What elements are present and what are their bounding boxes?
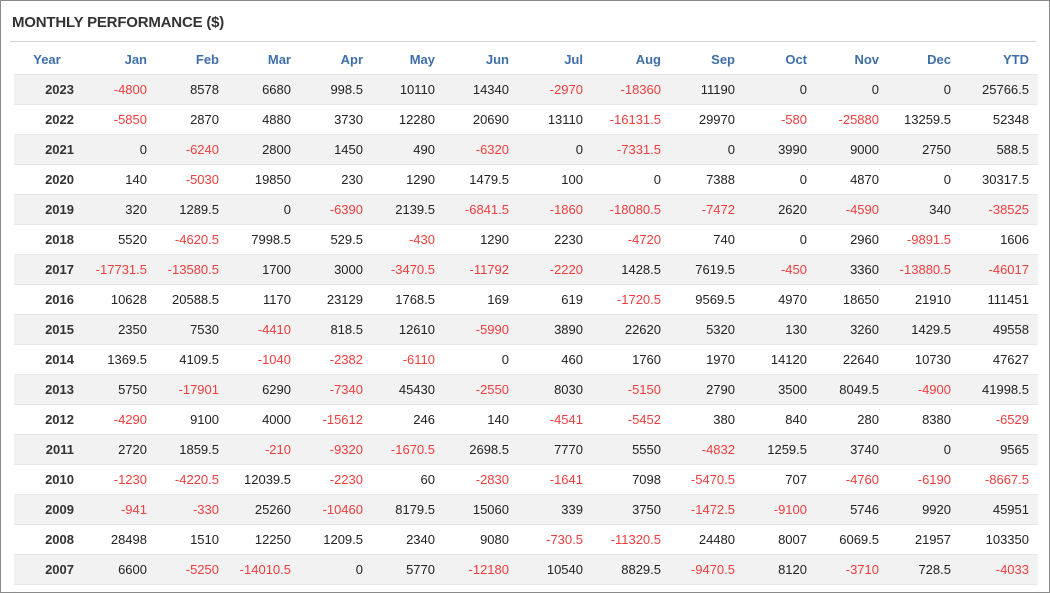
value-cell-feb: 8578 [156,75,228,105]
value-cell-oct: -9100 [744,495,816,525]
value-cell-ytd: 52348 [960,105,1038,135]
value-cell-jul: -730.5 [518,525,592,555]
value-cell-may: 45430 [372,375,444,405]
value-cell-aug: 8829.5 [592,555,670,585]
value-cell-sep: -1472.5 [670,495,744,525]
value-cell-nov: 22640 [816,345,888,375]
column-header-mar: Mar [267,51,291,67]
table-row [14,555,1038,585]
year-cell: 2020 [14,165,80,195]
year-cell: 2016 [14,285,80,315]
value-cell-jul: 0 [518,135,592,165]
value-cell-nov: 6069.5 [816,525,888,555]
value-cell-aug: -7331.5 [592,135,670,165]
value-cell-mar: 12039.5 [228,465,300,495]
value-cell-aug: -1720.5 [592,285,670,315]
table-row [14,465,1038,495]
value-cell-dec: 0 [888,75,960,105]
table-row [14,345,1038,375]
value-cell-apr: -9320 [300,435,372,465]
value-cell-dec: 21910 [888,285,960,315]
value-cell-oct: 2620 [744,195,816,225]
value-cell-oct: -450 [744,255,816,285]
value-cell-sep: -9470.5 [670,555,744,585]
value-cell-dec: 9920 [888,495,960,525]
column-header-aug: Aug [635,51,661,67]
value-cell-jun: -6320 [444,135,518,165]
table-row [14,315,1038,345]
value-cell-apr: 998.5 [300,75,372,105]
value-cell-mar: 6680 [228,75,300,105]
value-cell-mar: 0 [228,195,300,225]
value-cell-oct: 14120 [744,345,816,375]
value-cell-nov: -4760 [816,465,888,495]
value-cell-oct: 840 [744,405,816,435]
value-cell-feb: -5030 [156,165,228,195]
value-cell-mar: 1170 [228,285,300,315]
value-cell-oct: 8007 [744,525,816,555]
value-cell-jan: 10628 [80,285,156,315]
value-cell-may: -430 [372,225,444,255]
value-cell-may: -1670.5 [372,435,444,465]
value-cell-jan: -1230 [80,465,156,495]
value-cell-ytd: 41998.5 [960,375,1038,405]
value-cell-apr: -15612 [300,405,372,435]
value-cell-jan: 0 [80,135,156,165]
value-cell-aug: -11320.5 [592,525,670,555]
value-cell-jul: 619 [518,285,592,315]
value-cell-ytd: -38525 [960,195,1038,225]
value-cell-apr: 3000 [300,255,372,285]
value-cell-may: 2139.5 [372,195,444,225]
value-cell-feb: -17901 [156,375,228,405]
value-cell-oct: 8120 [744,555,816,585]
value-cell-jan: 6600 [80,555,156,585]
value-cell-sep: -5470.5 [670,465,744,495]
value-cell-nov: 0 [816,75,888,105]
value-cell-feb: -6240 [156,135,228,165]
value-cell-jul: 10540 [518,555,592,585]
table-row [14,135,1038,165]
value-cell-jan: -17731.5 [80,255,156,285]
value-cell-aug: -4720 [592,225,670,255]
value-cell-aug: -16131.5 [592,105,670,135]
value-cell-may: 8179.5 [372,495,444,525]
value-cell-nov: -3710 [816,555,888,585]
value-cell-aug: 7098 [592,465,670,495]
value-cell-apr: 1450 [300,135,372,165]
value-cell-jan: 140 [80,165,156,195]
value-cell-dec: 0 [888,165,960,195]
value-cell-sep: 29970 [670,105,744,135]
value-cell-jan: -4290 [80,405,156,435]
table-row [14,255,1038,285]
table-row [14,105,1038,135]
value-cell-jan: 5750 [80,375,156,405]
value-cell-nov: 8049.5 [816,375,888,405]
value-cell-mar: -1040 [228,345,300,375]
value-cell-mar: 6290 [228,375,300,405]
value-cell-nov: 4870 [816,165,888,195]
column-header-jun: Jun [485,51,509,67]
value-cell-feb: 1289.5 [156,195,228,225]
value-cell-oct: 3990 [744,135,816,165]
value-cell-aug: 1760 [592,345,670,375]
value-cell-jun: -12180 [444,555,518,585]
year-cell: 2007 [14,555,80,585]
column-header-apr: Apr [340,51,363,67]
value-cell-mar: 4000 [228,405,300,435]
value-cell-oct: 130 [744,315,816,345]
header-row [14,44,1038,75]
value-cell-oct: 0 [744,225,816,255]
value-cell-jun: 0 [444,345,518,375]
value-cell-may: 5770 [372,555,444,585]
value-cell-feb: -5250 [156,555,228,585]
value-cell-sep: 7619.5 [670,255,744,285]
value-cell-apr: -2382 [300,345,372,375]
value-cell-jun: 140 [444,405,518,435]
value-cell-ytd: 588.5 [960,135,1038,165]
column-header-feb: Feb [195,51,219,67]
value-cell-nov: 280 [816,405,888,435]
year-cell: 2023 [14,75,80,105]
value-cell-jun: 169 [444,285,518,315]
value-cell-feb: 4109.5 [156,345,228,375]
value-cell-may: 12280 [372,105,444,135]
value-cell-aug: 3750 [592,495,670,525]
value-cell-apr: -7340 [300,375,372,405]
year-cell: 2015 [14,315,80,345]
value-cell-jul: -1860 [518,195,592,225]
column-header-jul: Jul [564,51,583,67]
column-header-sep: Sep [711,51,735,67]
value-cell-aug: 5550 [592,435,670,465]
value-cell-jun: 9080 [444,525,518,555]
value-cell-oct: 4970 [744,285,816,315]
value-cell-nov: 18650 [816,285,888,315]
value-cell-jun: -2550 [444,375,518,405]
value-cell-mar: 1700 [228,255,300,285]
year-cell: 2014 [14,345,80,375]
year-cell: 2010 [14,465,80,495]
value-cell-jun: 20690 [444,105,518,135]
value-cell-may: 10110 [372,75,444,105]
value-cell-dec: 10730 [888,345,960,375]
year-cell: 2019 [14,195,80,225]
value-cell-ytd: -46017 [960,255,1038,285]
value-cell-jun: 1479.5 [444,165,518,195]
column-header-may: May [409,51,435,67]
column-header-jan: Jan [124,51,147,67]
table-row [14,495,1038,525]
value-cell-feb: 20588.5 [156,285,228,315]
table-row [14,165,1038,195]
value-cell-mar: 19850 [228,165,300,195]
value-cell-nov: 3360 [816,255,888,285]
value-cell-may: 246 [372,405,444,435]
value-cell-may: 1290 [372,165,444,195]
value-cell-jan: 5520 [80,225,156,255]
value-cell-nov: 3740 [816,435,888,465]
value-cell-ytd: 103350 [960,525,1038,555]
value-cell-jul: -2220 [518,255,592,285]
value-cell-ytd: -8667.5 [960,465,1038,495]
year-cell: 2009 [14,495,80,525]
value-cell-ytd: -6529 [960,405,1038,435]
value-cell-sep: 380 [670,405,744,435]
value-cell-sep: 24480 [670,525,744,555]
value-cell-dec: 0 [888,435,960,465]
value-cell-nov: 9000 [816,135,888,165]
value-cell-dec: -9891.5 [888,225,960,255]
value-cell-mar: 25260 [228,495,300,525]
value-cell-jul: -4541 [518,405,592,435]
value-cell-jun: -5990 [444,315,518,345]
year-cell: 2011 [14,435,80,465]
value-cell-jun: 14340 [444,75,518,105]
value-cell-apr: 3730 [300,105,372,135]
value-cell-sep: 11190 [670,75,744,105]
value-cell-dec: 728.5 [888,555,960,585]
panel-title: MONTHLY PERFORMANCE ($) [12,14,225,31]
value-cell-jan: 320 [80,195,156,225]
value-cell-jun: -2830 [444,465,518,495]
value-cell-dec: 8380 [888,405,960,435]
value-cell-nov: 3260 [816,315,888,345]
value-cell-ytd: 111451 [960,285,1038,315]
value-cell-sep: 0 [670,135,744,165]
value-cell-oct: 3500 [744,375,816,405]
value-cell-jan: 2350 [80,315,156,345]
value-cell-dec: 21957 [888,525,960,555]
table-row [14,195,1038,225]
value-cell-jul: 2230 [518,225,592,255]
value-cell-sep: 9569.5 [670,285,744,315]
value-cell-nov: 5746 [816,495,888,525]
value-cell-jan: -5850 [80,105,156,135]
value-cell-nov: -25880 [816,105,888,135]
value-cell-apr: 818.5 [300,315,372,345]
value-cell-jan: 1369.5 [80,345,156,375]
value-cell-aug: -18360 [592,75,670,105]
year-cell: 2022 [14,105,80,135]
value-cell-ytd: 9565 [960,435,1038,465]
value-cell-oct: -580 [744,105,816,135]
value-cell-jan: -4800 [80,75,156,105]
value-cell-mar: 2800 [228,135,300,165]
value-cell-dec: -6190 [888,465,960,495]
value-cell-may: 2340 [372,525,444,555]
value-cell-apr: 23129 [300,285,372,315]
value-cell-sep: -7472 [670,195,744,225]
column-header-nov: Nov [854,51,879,67]
value-cell-dec: 2750 [888,135,960,165]
value-cell-ytd: 25766.5 [960,75,1038,105]
value-cell-jul: 7770 [518,435,592,465]
value-cell-may: -6110 [372,345,444,375]
column-header-ytd: YTD [1003,51,1029,67]
value-cell-ytd: 49558 [960,315,1038,345]
value-cell-jul: 339 [518,495,592,525]
performance-table [14,44,1038,585]
value-cell-may: 12610 [372,315,444,345]
value-cell-ytd: -4033 [960,555,1038,585]
value-cell-may: 490 [372,135,444,165]
value-cell-may: 60 [372,465,444,495]
value-cell-dec: 13259.5 [888,105,960,135]
value-cell-jul: -1641 [518,465,592,495]
value-cell-jun: -11792 [444,255,518,285]
value-cell-feb: -13580.5 [156,255,228,285]
value-cell-sep: 7388 [670,165,744,195]
value-cell-feb: 1510 [156,525,228,555]
value-cell-aug: 0 [592,165,670,195]
value-cell-feb: -4220.5 [156,465,228,495]
table-row [14,75,1038,105]
value-cell-sep: 740 [670,225,744,255]
value-cell-dec: -13880.5 [888,255,960,285]
value-cell-mar: 12250 [228,525,300,555]
value-cell-jul: 8030 [518,375,592,405]
year-cell: 2018 [14,225,80,255]
year-cell: 2021 [14,135,80,165]
value-cell-feb: -330 [156,495,228,525]
value-cell-may: 1768.5 [372,285,444,315]
value-cell-mar: 4880 [228,105,300,135]
value-cell-oct: 0 [744,75,816,105]
table-body [14,75,1038,585]
value-cell-mar: -14010.5 [228,555,300,585]
value-cell-jul: 460 [518,345,592,375]
value-cell-apr: -6390 [300,195,372,225]
year-cell: 2012 [14,405,80,435]
value-cell-jul: 100 [518,165,592,195]
value-cell-feb: 1859.5 [156,435,228,465]
column-header-oct: Oct [785,51,807,67]
value-cell-apr: -10460 [300,495,372,525]
table-row [14,405,1038,435]
column-header-dec: Dec [927,51,951,67]
value-cell-nov: -4590 [816,195,888,225]
table-row [14,285,1038,315]
table-row [14,225,1038,255]
value-cell-aug: 22620 [592,315,670,345]
value-cell-jun: -6841.5 [444,195,518,225]
value-cell-oct: 0 [744,165,816,195]
value-cell-sep: 5320 [670,315,744,345]
year-cell: 2013 [14,375,80,405]
value-cell-ytd: 1606 [960,225,1038,255]
value-cell-jul: 3890 [518,315,592,345]
value-cell-dec: 340 [888,195,960,225]
year-cell: 2017 [14,255,80,285]
value-cell-jul: -2970 [518,75,592,105]
value-cell-oct: 707 [744,465,816,495]
title-divider [10,41,1036,42]
column-header-year: Year [33,51,61,67]
value-cell-mar: -210 [228,435,300,465]
value-cell-sep: -4832 [670,435,744,465]
value-cell-aug: -18080.5 [592,195,670,225]
table-row [14,375,1038,405]
value-cell-feb: 9100 [156,405,228,435]
value-cell-ytd: 30317.5 [960,165,1038,195]
value-cell-jun: 2698.5 [444,435,518,465]
value-cell-dec: -4900 [888,375,960,405]
value-cell-feb: 2870 [156,105,228,135]
value-cell-ytd: 47627 [960,345,1038,375]
value-cell-apr: 1209.5 [300,525,372,555]
value-cell-sep: 2790 [670,375,744,405]
value-cell-sep: 1970 [670,345,744,375]
value-cell-feb: 7530 [156,315,228,345]
value-cell-aug: 1428.5 [592,255,670,285]
value-cell-nov: 2960 [816,225,888,255]
value-cell-jan: -941 [80,495,156,525]
table-row [14,525,1038,555]
value-cell-jul: 13110 [518,105,592,135]
year-cell: 2008 [14,525,80,555]
value-cell-may: -3470.5 [372,255,444,285]
value-cell-apr: -2230 [300,465,372,495]
value-cell-oct: 1259.5 [744,435,816,465]
value-cell-mar: -4410 [228,315,300,345]
value-cell-jun: 15060 [444,495,518,525]
value-cell-mar: 7998.5 [228,225,300,255]
value-cell-ytd: 45951 [960,495,1038,525]
value-cell-feb: -4620.5 [156,225,228,255]
value-cell-jan: 2720 [80,435,156,465]
value-cell-jun: 1290 [444,225,518,255]
value-cell-apr: 230 [300,165,372,195]
table-row [14,435,1038,465]
value-cell-aug: -5452 [592,405,670,435]
value-cell-jan: 28498 [80,525,156,555]
value-cell-aug: -5150 [592,375,670,405]
value-cell-apr: 529.5 [300,225,372,255]
value-cell-apr: 0 [300,555,372,585]
value-cell-dec: 1429.5 [888,315,960,345]
